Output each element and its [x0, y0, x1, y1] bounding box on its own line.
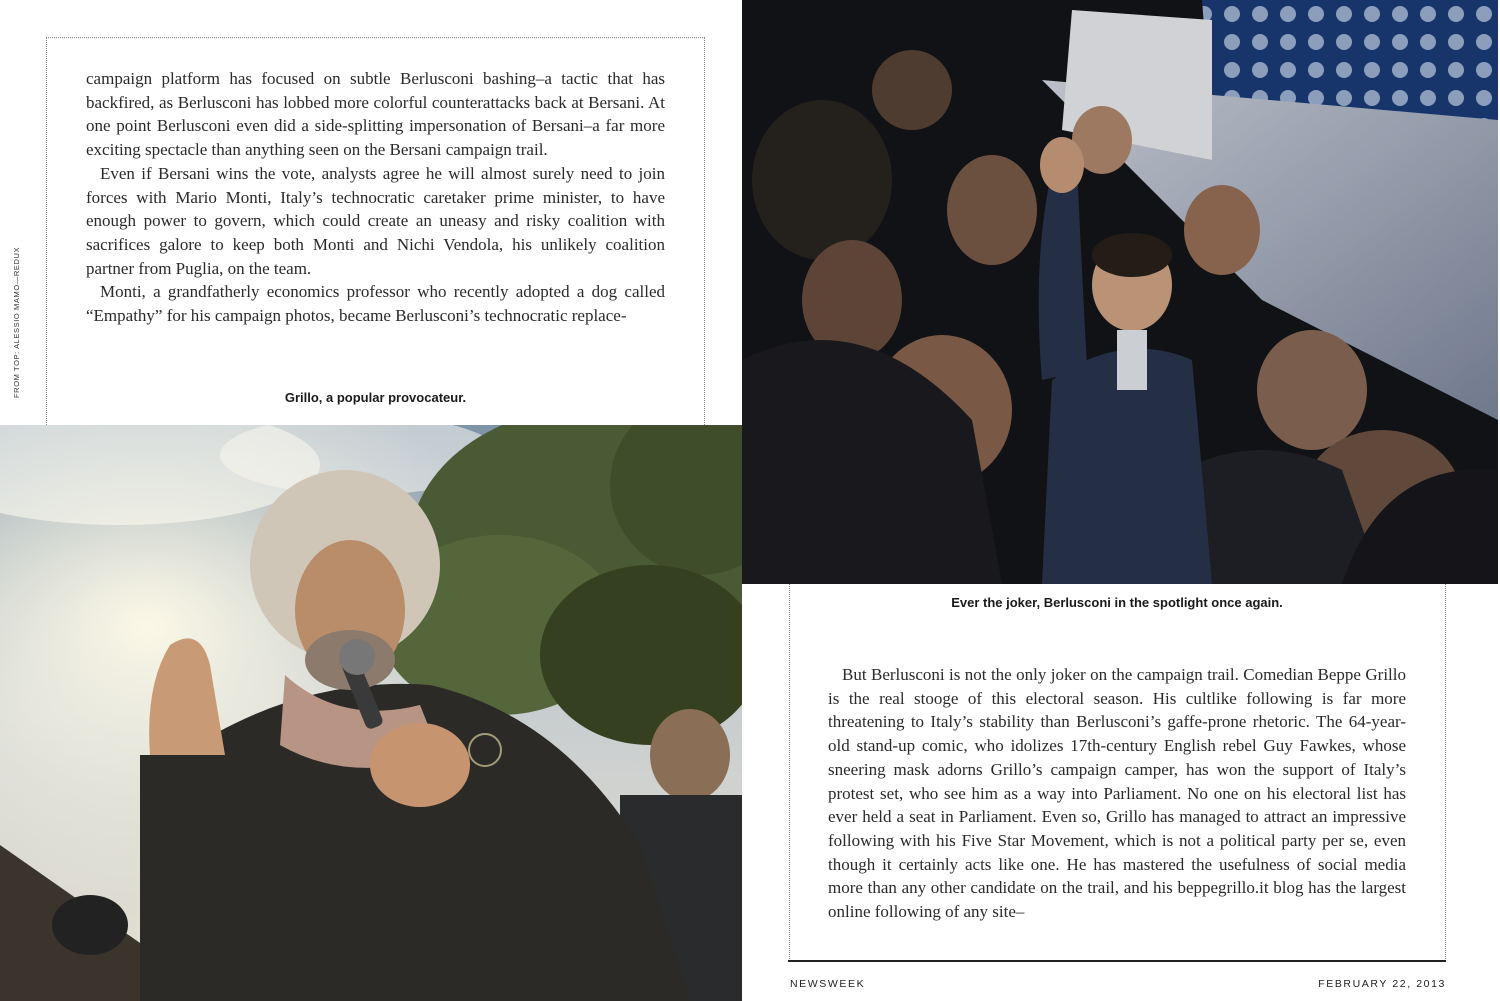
left-paragraph-3: Monti, a grandfatherly economics professor who recently adopted a dog called “Empathy” for his campaign photos, became Berlusconi’s technocratic replace- — [86, 282, 665, 326]
footer-publication: NEWSWEEK — [790, 978, 866, 990]
grillo-photo-caption: Grillo, a popular provocateur. — [284, 390, 467, 405]
left-paragraph-1: campaign platform has focused on subtle Berlusconi bashing–a tactic that has backfired, as Berlusconi has lobbed more colorful counterattacks back at Bersani. At one point Berlusconi even did a side-splitting impersonation of Bersani–a far more exciting spectacle than anything seen on the Bersani campaign trail. — [86, 69, 665, 160]
grillo-photo — [0, 425, 742, 1001]
footer-date: FEBRUARY 22, 2013 — [1318, 978, 1446, 990]
left-article-body — [86, 67, 665, 328]
right-article-body — [828, 663, 1406, 924]
berlusconi-photo-caption: Ever the joker, Berlusconi in the spotlight once again. — [951, 595, 1283, 610]
footer-rule — [788, 960, 1446, 962]
right-paragraph-1: But Berlusconi is not the only joker on the campaign trail. Comedian Beppe Grillo is the real stooge of this electoral season. His cultlike following is far more threatening to Italy’s stability than Berlusconi’s gaffe-prone rhetoric. The 64-year-old stand-up comic, who idolizes 17th-century English rebel Guy Fawkes, whose sneering mask adorns Grillo’s campaign camper, has won the support of Italy’s protest set, who see him as a way into Parliament. No one on his electoral list has ever held a seat in Parliament. Even so, Grillo has managed to attract an impressive following with his Five Star Movement, which is not a political party per se, even though it certainly acts like one. He has mastered the usefulness of social media more than any other candidate on the trail, and his beppegrillo.it blog has the largest online following of any site– — [828, 665, 1406, 922]
photo-credit: FROM TOP: ALESSIO MAMO—REDUX — [12, 246, 21, 398]
grillo-photo-illustration — [0, 425, 742, 1001]
berlusconi-photo-illustration — [742, 0, 1498, 584]
berlusconi-photo — [742, 0, 1498, 584]
left-paragraph-2: Even if Bersani wins the vote, analysts agree he will almost surely need to join forces with Mario Monti, Italy’s technocratic caretaker prime minister, to have enough power to govern, which could create an uneasy and risky coalition with sacrifices galore to keep both Monti and Nichi Vendola, his unlikely coalition partner from Puglia, on the team. — [86, 163, 665, 278]
